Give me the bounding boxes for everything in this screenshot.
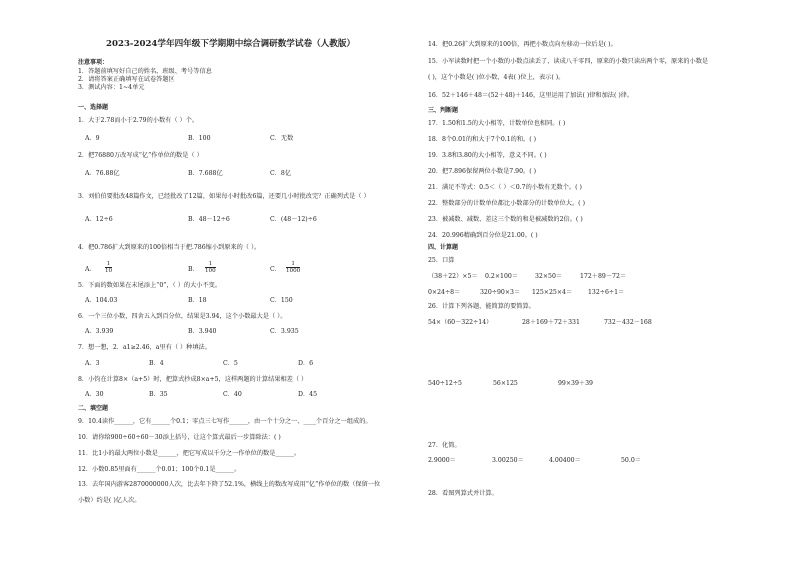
question-5-option-c: C．150 (270, 297, 293, 304)
question-2-option-c: C．8亿 (270, 170, 292, 177)
question-8-option-c: C．40 (223, 391, 242, 398)
question-7-stem: 7．想一想，2．a1≥2.46，a里有（ ）种填法。 (78, 344, 211, 351)
question-8-option-d: D．45 (298, 391, 318, 398)
question-23: 23．被减数、减数、差这三个数的和是被减数的2倍。( ) (428, 216, 583, 223)
question-4-option-c: C． (270, 266, 281, 273)
calc-item: 54×（60－322÷14） (428, 319, 493, 326)
question-7-option-b: B．4 (149, 360, 164, 367)
question-4-fraction-a: $\frac{1}{10}$ (105, 261, 113, 274)
question-18: 18．8个0.01的和大于7个0.1的和。( ) (428, 136, 537, 143)
question-6-stem: 6．一个三位小数，四舍五入到百分位，结果是3.94，这个小数最大是（ ）。 (78, 313, 287, 320)
question-3-option-c: C．(48－12)÷6 (270, 216, 317, 223)
question-22: 22．整数部分的计数单位都比小数部分的计数单位大。( ) (428, 200, 585, 207)
question-11: 11．比1小的最大两位小数是______，把它写成以千分之一作单位的数是______。 (78, 450, 301, 457)
question-10: 10．请你给900÷60÷60－30添上括号，让这个算式最后一步算除法：( ) (78, 434, 281, 441)
calc-item: 56×125 (493, 380, 518, 387)
oral-calc-item: （38＋22）×5＝ (428, 273, 478, 280)
question-1-option-a: A．9 (85, 135, 100, 142)
question-2-option-a: A．76.88亿 (85, 170, 120, 177)
question-1-option-c: C．无数 (270, 135, 294, 142)
section-judge-title: 三、判断题 (428, 107, 459, 114)
oral-calc-item: 132÷6÷1＝ (588, 289, 625, 296)
oral-calc-item: 0×24÷8＝ (428, 289, 461, 296)
question-27-title: 27．化简。 (428, 442, 461, 449)
question-17: 17．1.50和1.5的大小相等，计数单位也相同。( ) (428, 120, 566, 127)
question-2-stem: 2．把76880万改写成“亿”作单位的数是（ ） (78, 152, 203, 159)
question-3-option-b: B．48－12÷6 (188, 216, 230, 223)
calc-item: 99×39＋39 (558, 380, 593, 387)
question-19: 19．3.8和3.80的大小相等，意义不同。( ) (428, 152, 547, 159)
question-13-line2: 小数）约是( )亿人次。 (78, 497, 141, 504)
calc-item: 732－432－168 (604, 319, 652, 326)
question-25-title: 25．口算 (428, 257, 455, 264)
question-1-option-b: B．100 (188, 135, 211, 142)
question-4-fraction-b: $\frac{1}{100}$ (205, 261, 216, 274)
note-item: 1．答题前填写好自己的姓名、班级、考号等信息 (78, 68, 212, 75)
question-4-option-a: A． (85, 266, 96, 273)
question-9: 9．10.4读作______，它有______个0.1；零点三七写作______，由一个十分之一、____个百分之一组成的。 (78, 418, 372, 425)
question-7-option-c: C．5 (223, 360, 238, 367)
question-16: 16．52＋146＋48＝(52＋48)＋146，这里运用了加法( )律和加法( )律。 (428, 92, 634, 99)
question-5-option-a: A．104.03 (85, 297, 118, 304)
question-8-option-a: A．30 (85, 391, 104, 398)
simplify-item: 50.0＝ (621, 457, 641, 464)
question-8-option-b: B．35 (149, 391, 168, 398)
question-13-line1: 13．去年国内游客2870000000人次，比去年下降了52.1%，横线上的数改写成用“亿”作单位的数（保留一位 (78, 481, 381, 488)
note-item: 3．测试内容：1~4单元 (78, 84, 145, 91)
question-14: 14．把0.26扩大到原来的100倍，再把小数点向左移动一位后是( )。 (428, 41, 617, 48)
question-6-option-c: C．3.935 (270, 328, 299, 335)
oral-calc-item: 320÷90×3＝ (480, 289, 521, 296)
question-3-stem: 3．刘伯伯要批改48篇作文，已经批改了12篇，如果每小时批改6篇，还要几小时批改完？正确列式是（ ） (78, 193, 370, 200)
oral-calc-item: 0.2×100＝ (485, 273, 519, 280)
section-calc-title: 四、计算题 (428, 244, 459, 251)
question-15-line2: ( )，这个小数是( )位小数，4表( )位上，表示( )。 (428, 74, 565, 81)
note-item: 2．请将答案正确填写在试卷答题区 (78, 76, 175, 83)
question-6-option-b: B．3.940 (188, 328, 217, 335)
question-4-option-b: B． (188, 266, 199, 273)
question-2-option-b: B．7.688亿 (188, 170, 223, 177)
question-15-line1: 15．小军读数时把一个小数的小数点读丢了，读成八千零四，原来的小数只读出两个零，原来的小数是 (428, 58, 709, 65)
question-28-title: 28．看图列算式并计算。 (428, 490, 498, 497)
simplify-item: 4.00400＝ (549, 457, 581, 464)
question-7-option-a: A．3 (85, 360, 100, 367)
question-5-option-b: B．18 (188, 297, 207, 304)
question-12: 12．小数0.85里面有______个0.01；100个0.1是______。 (78, 466, 241, 473)
question-6-option-a: A．3.939 (85, 328, 114, 335)
question-20: 20．把7.896保留两位小数是7.90。( ) (428, 168, 537, 175)
page-title: 2023-2024学年四年级下学期期中综合调研数学试卷（人教版） (106, 39, 356, 49)
oral-calc-item: 125×25×4＝ (532, 289, 573, 296)
simplify-item: 3.00250＝ (492, 457, 524, 464)
simplify-item: 2.9000＝ (428, 457, 456, 464)
oral-calc-item: 32×50＝ (535, 273, 563, 280)
question-21: 21．满足不等式：0.5＜（ ）＜0.7的小数有无数个。( ) (428, 184, 582, 191)
question-24: 24．20.996精确到百分位是21.00。( ) (428, 232, 538, 239)
question-26-title: 26．计算下列各题，能简算的要简算。 (428, 303, 535, 310)
question-4-fraction-c: $\frac{1}{1000}$ (286, 261, 301, 274)
section-fill-title: 二、填空题 (78, 405, 109, 412)
question-5-stem: 5．下面的数如果在末尾添上“0”，（ ）的大小不变。 (78, 282, 222, 289)
calc-item: 540÷12÷5 (428, 380, 462, 387)
calc-item: 28＋169＋72＋331 (522, 319, 580, 326)
question-4-stem: 4．把0.786扩大到原来的100倍相当于把.786缩小到原来的（ ）。 (78, 244, 261, 251)
section-choice-title: 一、选择题 (78, 104, 109, 111)
notes-title: 注意事项： (78, 59, 109, 66)
question-3-option-a: A．12÷6 (85, 216, 113, 223)
question-8-stem: 8．小钧在计算8×（a+5）时，把算式抄成8×a+5，这样两题的计算结果相差（ ） (78, 376, 308, 383)
oral-calc-item: 172＋89－72＝ (580, 273, 627, 280)
question-1-stem: 1．大于2.78而小于2.79的小数有（ ）个。 (78, 117, 199, 124)
question-7-option-d: D．6 (298, 360, 314, 367)
